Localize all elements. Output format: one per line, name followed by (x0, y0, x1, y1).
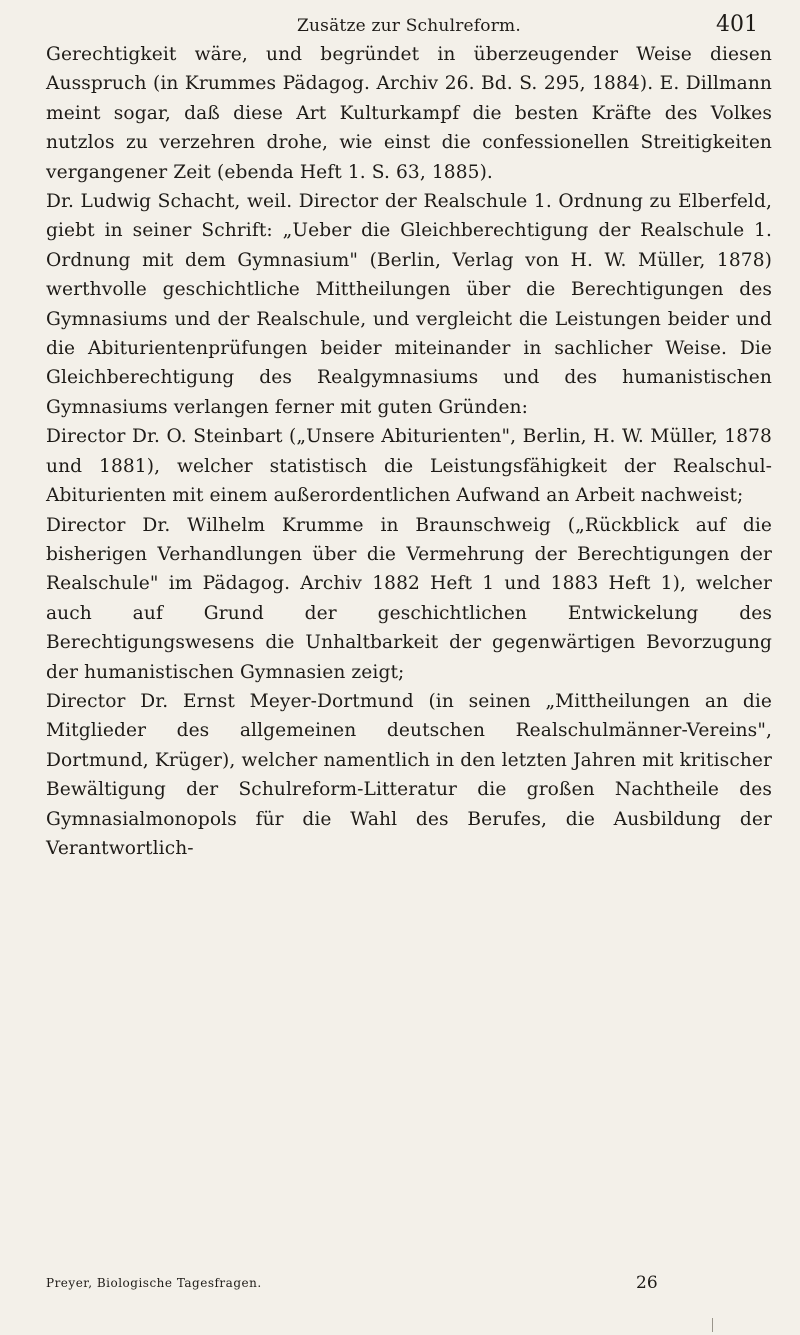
paper-edge-mark (712, 1318, 713, 1332)
body-text (46, 40, 772, 863)
paragraph-3: Director Dr. O. Steinbart („Unsere Abiturienten", Berlin, H. W. Müller, 1878 und 1881), welcher statistisch die Leistungsfähigkeit der Realschul-Abiturienten mit einem außerordentlichen Aufwand an Arbeit nachweist; (46, 426, 772, 507)
paragraph-4: Director Dr. Wilhelm Krumme in Braunschweig („Rückblick auf die bisherigen Verhandlungen über die Vermehrung der Berechtigungen der Realschule" im Pädagog. Archiv 1882 Heft 1 und 1883 Heft 1), welcher auch auf Grund der geschichtlichen Entwickelung des Berechtigungswesens die Unhaltbarkeit der gegenwärtigen Bevorzugung der humanistischen Gymnasien zeigt; (46, 514, 772, 683)
paragraph-2: Dr. Ludwig Schacht, weil. Director der Realschule 1. Ordnung zu Elberfeld, giebt in seiner Schrift: „Ueber die Gleichberechtigung der Realschule 1. Ordnung mit dem Gymnasium" (Berlin, Verlag von H. W. Müller, 1878) werthvolle geschichtliche Mittheilungen über die Berechtigungen des Gymnasiums und der Realschule, und vergleicht die Leistungen beider und die Abiturientenprüfungen beider miteinander in sachlicher Weise. Die Gleichberechtigung des Realgymnasiums und des humanistischen Gymnasiums verlangen ferner mit guten Gründen: (46, 191, 772, 418)
signature-mark: 26 (636, 1273, 658, 1293)
paragraph-1: Gerechtigkeit wäre, und begründet in überzeugender Weise diesen Ausspruch (in Krummes Pädagog. Archiv 26. Bd. S. 295, 1884). E. Dillmann meint sogar, daß diese Art Kulturkampf die besten Kräfte des Volkes nutzlos zu verzehren drohe, wie einst die confessionellen Streitigkeiten vergangener Zeit (ebenda Heft 1. S. 63, 1885). (46, 44, 772, 183)
paragraph-5: Director Dr. Ernst Meyer-Dortmund (in seinen „Mittheilungen an die Mitglieder des allgemeinen deutschen Realschulmänner-Vereins", Dortmund, Krüger), welcher namentlich in den letzten Jahren mit kritischer Bewältigung der Schulreform-Litteratur die großen Nachtheile des Gymnasialmonopols für die Wahl des Berufes, die Ausbildung der Verantwortlich- (46, 690, 772, 859)
running-head: Zusätze zur Schulreform. (297, 16, 521, 36)
page-header (60, 12, 758, 42)
page-footer (46, 1273, 772, 1296)
footer-book-title: Preyer, Biologische Tagesfragen. (46, 1276, 262, 1290)
page-number: 401 (716, 12, 758, 37)
